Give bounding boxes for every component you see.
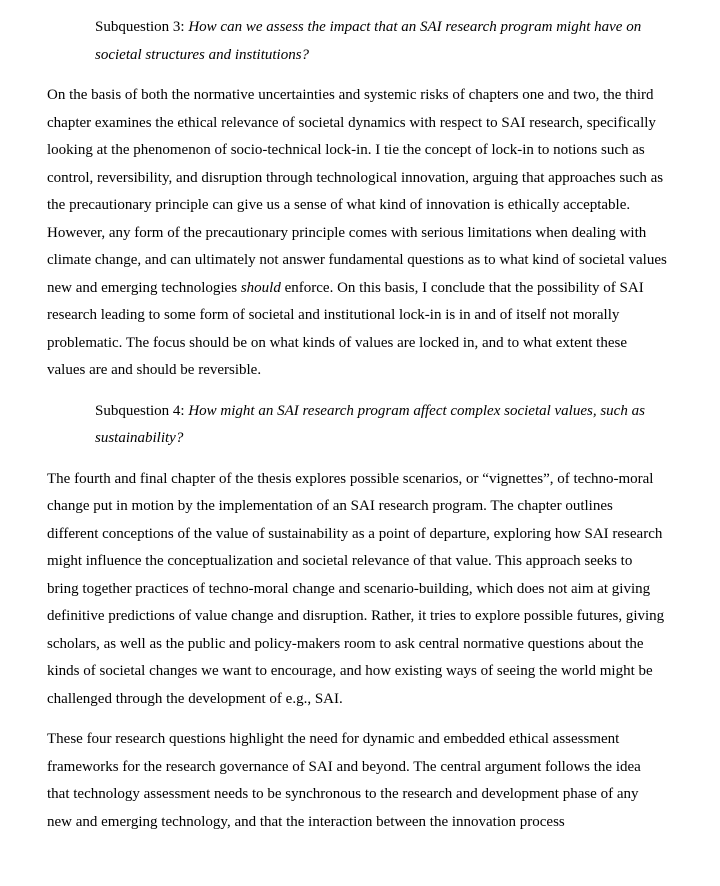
paragraph-research-questions: These four research questions highlight the need for dynamic and embedded ethical assessment frameworks for the research governance of SAI and beyond. The central argument follows the idea that technology assessment needs to be synchronous to the research and development phase of any new and emerging technology, and that the interaction between the innovation process <box>47 731 641 830</box>
paragraph-chapter-three <box>47 82 667 385</box>
paragraph-chapter-four: The fourth and final chapter of the thesis explores possible scenarios, or “vignettes”, of techno-moral change put in motion by the implementation of an SAI research program. The chapter outlines different conceptions of the value of sustainability as a point of departure, exploring how SAI research might influence the conceptualization and societal relevance of that value. This approach seeks to bring together practices of techno-moral change and scenario-building, which does not aim at giving definitive predictions of value change and disruption. Rather, it tries to explore possible futures, giving scholars, as well as the public and policy-makers room to ask central normative questions about the kinds of societal changes we want to encourage, and how existing ways of seeing the world might be challenged through the development of e.g., SAI. <box>47 470 665 707</box>
emphasized-word: should <box>240 279 281 296</box>
paragraph-text: enforce. On this basis, I conclude that the possibility of SAI research leading to some form of societal and institutional lock-in is in and of itself not morally problematic. The focus should be on what kinds of values are locked in, and to what extent these values are and should be reversible. <box>47 279 644 378</box>
document-page <box>47 14 667 849</box>
subquestion-text: How can we assess the impact that an SAI research program might have on societal structures and institutions? <box>95 19 642 63</box>
subquestion-4 <box>95 398 667 453</box>
paragraph-text: On the basis of both the normative uncertainties and systemic risks of chapters one and two, the third chapter examines the ethical relevance of societal dynamics with respect to SAI research, specifically looking at the phenomenon of socio-technical lock-in. I tie the concept of lock-in to notions such as control, reversibility, and disruption through technological innovation, arguing that approaches such as the precautionary principle can give us a sense of what kind of innovation is ethically acceptable. However, any form of the precautionary principle comes with serious limitations when dealing with climate change, and can ultimately not answer fundamental questions as to what kind of societal values new and emerging technologies <box>47 87 667 296</box>
subquestion-3 <box>95 14 667 69</box>
subquestion-label: Subquestion 4: <box>95 402 185 419</box>
subquestion-text: How might an SAI research program affect complex societal values, such as sustainability? <box>95 402 645 446</box>
subquestion-label: Subquestion 3: <box>95 19 185 35</box>
